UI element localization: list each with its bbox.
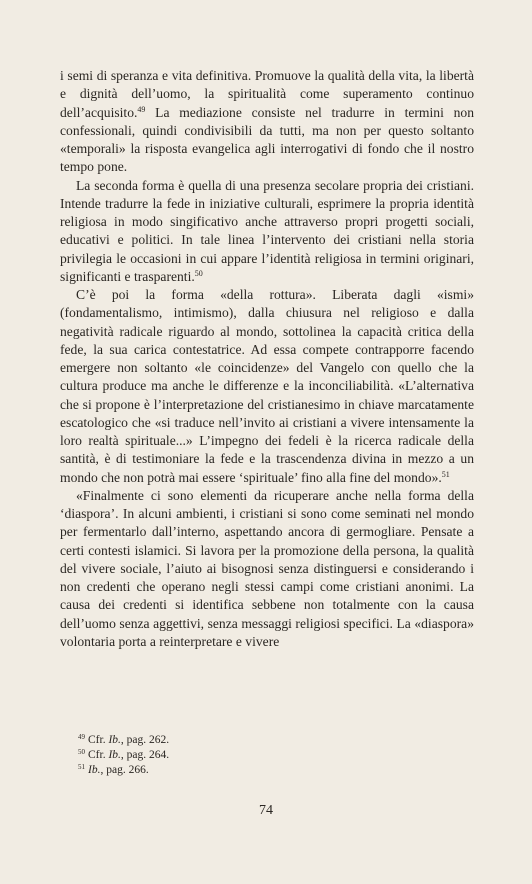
paragraph-text: C’è poi la forma «della rottura». Liberata dagli «ismi» (fondamentalismo, intimismo), dalla chiusura nel religioso e dalla negatività radicale riguardo al mondo, sottolinea la capacità critica della fede, la sua carica contestatrice. Ad essa compete contrapporre facendo emergere non soltanto «le coincidenze» del Vangelo con quello che la cultura produce ma anche le differenze e la inconciliabilità. «L’alternativa che si propone è l’interpretazione del cristianesimo in chiave marcatamente escatologico che «si traduce nell’invito ai cristiani a vivere intensamente la loro realtà spirituale...» L’impegno dei fedeli è la ricerca radicale della santità, è di testimoniare la fede e la trascendenza divina in mezzo a un mondo che non potrà mai essere ‘spirituale’ fino alla fine del mondo». bbox=[60, 287, 474, 485]
body-text bbox=[60, 67, 474, 651]
footnote-text: , pag. 266. bbox=[100, 764, 149, 776]
paragraph bbox=[60, 487, 474, 651]
paragraph-text: «Finalmente ci sono elementi da ricuperare anche nella forma della ‘diaspora’. In alcuni ambienti, i cristiani si sono come seminati nel mondo per fermentarlo dall’interno, aspettando ancora di germogliare. Pensate a certi contesti islamici. Si lavora per la promozione della persona, la qualità del vivere sociale, l’aiuto ai bisognosi senza distinguersi e considerando i non credenti che operano negli stessi campi come cristiani anonimi. La causa dei credenti si identifica sebbene non totalmente con la causa dell’uomo senza aggettivi, senza messaggi religiosi specifici. La «diaspora» volontaria porta a reinterpretare e vivere bbox=[60, 487, 474, 649]
page-number: 74 bbox=[259, 803, 273, 818]
paragraph-text: La mediazione consiste nel tradurre in termini non confessionali, quindi condivisibili da tutti, ma non per questo soltanto «temporali» la risposta evangelica agli interrogativi di fondo che il nostro tempo pone. bbox=[60, 104, 474, 175]
paragraph bbox=[60, 286, 474, 487]
footnote-text: Cfr. bbox=[88, 749, 109, 761]
footnote-number: 49 bbox=[78, 733, 85, 741]
paragraph-text: i semi di speranza e vita definitiva. Promuove la qualità della vita, la libertà e dignità dell’uomo, la spiritualità come superamento continuo dell’acquisito. bbox=[60, 68, 474, 120]
footnote-ref: 51 bbox=[441, 469, 450, 479]
footnote-text: , pag. 262. bbox=[120, 734, 170, 746]
footnote-text: , pag. 264. bbox=[120, 749, 170, 761]
footnote-source: Ib. bbox=[88, 764, 101, 776]
footnote-number: 50 bbox=[78, 748, 85, 756]
footnote-number: 51 bbox=[78, 763, 85, 771]
footnote-text: Cfr. bbox=[88, 734, 109, 746]
footnote-source: Ib. bbox=[108, 734, 121, 746]
paragraph-text: La seconda forma è quella di una presenza secolare propria dei cristiani. Intende tradurre la fede in iniziative culturali, esprimere la propria identità religiosa in modo singificativo anche attraverso propri progetti sociali, educativi e politici. In tale linea l’intervento dei cristiani nella storia privilegia le occasioni in cui appare l’identità religiosa in termini originari, significanti e trasparenti. bbox=[60, 177, 474, 284]
paragraph bbox=[60, 67, 474, 177]
footnote bbox=[78, 763, 378, 778]
footnote bbox=[78, 748, 378, 763]
footnote-ref: 50 bbox=[194, 268, 203, 278]
paragraph bbox=[60, 177, 474, 287]
footnote-source: Ib. bbox=[108, 749, 121, 761]
footnote-ref: 49 bbox=[137, 104, 146, 114]
footnote bbox=[78, 733, 378, 748]
footnotes bbox=[78, 733, 378, 778]
